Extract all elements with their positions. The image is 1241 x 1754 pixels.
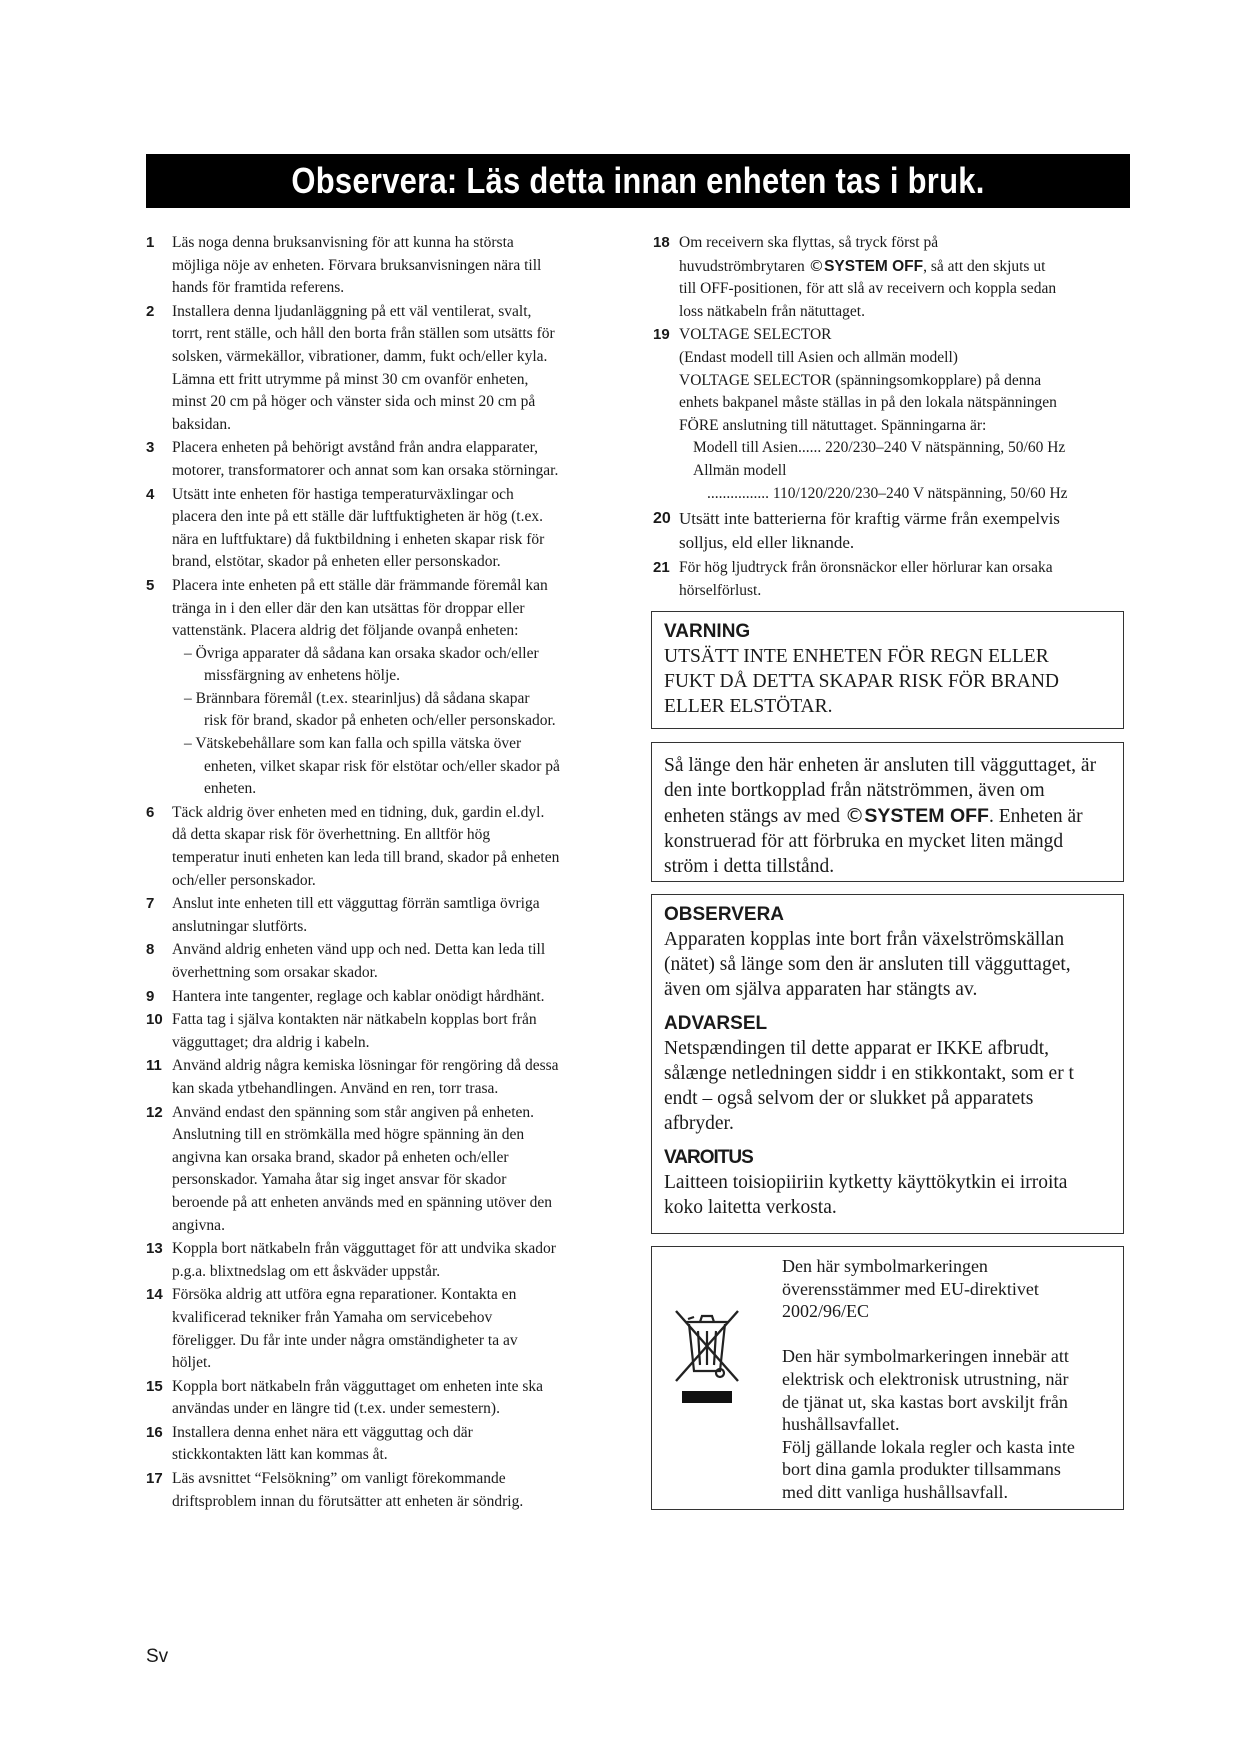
item-text-line: driftsproblem innan du förutsätter att enheten är söndrig. [172,1492,524,1510]
notice-heading: OBSERVERA [664,904,785,925]
item-text-line: nära en luftfuktare) då fuktbildning i enheten skapar risk för [172,530,545,548]
item-text-line: till OFF-positionen, för att slå av receivern och koppla sedan [679,280,1057,298]
sub-item-text-line: enheten, vilket skapar risk för elstötar och/eller skador på [204,757,560,775]
item-text-line: anslutningar slutförts. [172,917,308,935]
list-item-9 [146,986,626,1009]
item-text-line: Använd aldrig enheten vänd upp och ned. Detta kan leda till [172,941,546,959]
list-item-11 [146,1055,626,1100]
item-text-line: Lämna ett fritt utrymme på minst 30 cm ovanför enheten, [172,370,529,388]
item-text-line: placera den inte på ett ställe där luftfuktigheten är hög (t.ex. [172,508,543,526]
notice-varoitus [664,1146,1111,1220]
weee-text-line: de tjänat ut, ska kastas bort avskiljt från [782,1391,1068,1412]
item-number: 12 [146,1103,163,1121]
notice-heading: ADVARSEL [664,1013,768,1034]
item-text-line: beroende på att enheten används med en spänning utöver den [172,1193,553,1211]
system-off-label: SYSTEM OFF [824,257,924,275]
standby-text-line: Så länge den här enheten är ansluten till vägguttaget, är [664,755,1097,776]
item-text-line: enhets bakpanel måste ställas in på den lokala nätspänningen [679,394,1057,412]
list-item-12 [146,1102,626,1238]
item-text-line: Placera inte enheten på ett ställe där främmande föremål kan [172,576,548,594]
item-text-line: angivna. [172,1216,225,1234]
list-item-13 [146,1238,626,1283]
page-title: Observera: Läs detta innan enheten tas i bruk. [291,160,985,201]
item-text-line: Installera denna ljudanläggning på ett väl ventilerat, svalt, [172,302,532,320]
item-text-line: överhettning som orsakar skador. [172,964,378,981]
list-item-6 [146,802,626,892]
item-number: 7 [146,895,155,913]
list-item-4 [146,484,626,574]
item-text-line: Installera denna enhet nära ett vägguttag och där [172,1423,473,1441]
item-number: 1 [146,234,155,251]
item-text-line: loss nätkabeln från nätuttaget. [679,302,865,320]
standby-text-line: konstruerad för att förbruka en mycket liten mängd [664,831,1064,852]
warning-heading: VARNING [664,621,751,642]
weee-text-line: bort dina gamla produkter tillsammans [782,1459,1061,1480]
item-text-line: solljus, eld eller liknande. [679,533,855,553]
warning-box [651,611,1124,729]
item-text: huvudströmbrytaren [679,257,809,275]
item-text-line: (Endast modell till Asien och allmän modell) [679,348,958,366]
item-text-line: angivna kan orsaka brand, skador på enheten och/eller [172,1148,509,1166]
notice-text-line: Netspændingen til dette apparat er IKKE afbrudt, [664,1038,1050,1059]
item-number: 11 [146,1057,162,1075]
item-text-line: FÖRE anslutning till nätuttaget. Spänningarna är: [679,416,987,434]
weee-text-line: 2002/96/EC [782,1301,870,1322]
list-item-7 [146,893,626,938]
item-number: 20 [653,510,671,528]
item-text-line: då detta skapar risk för överhettning. En alltför hög [172,826,491,844]
weee-text [782,1255,1112,1504]
list-item-17 [146,1468,626,1513]
item-number: 14 [146,1286,163,1304]
notice-text-line: koko laitetta verkosta. [664,1197,837,1218]
item-number: 17 [146,1470,163,1488]
item-text-line: Använd endast den spänning som står angiven på enheten. [172,1103,535,1121]
voltage-row-general: ................ 110/120/220/230–240 V nätspänning, 50/60 Hz [707,484,1068,502]
sub-item-text-line: – Övriga apparater då sådana kan orsaka skador och/eller [184,644,539,662]
item-text-line: Läs avsnittet “Felsökning” om vanligt förekommande [172,1470,506,1488]
item-text-line: Fatta tag i själva kontakten när nätkabeln kopplas bort från [172,1011,537,1029]
item-text-line: Anslutning till en strömkälla med högre spänning än den [172,1126,525,1144]
item-text: , så att den skjuts ut [923,257,1046,275]
warning-text-line: ELLER ELSTÖTAR. [664,696,833,717]
circle-c-icon: © [844,804,865,827]
notice-text-line: afbryder. [664,1113,734,1134]
item-text-line: p.g.a. blixtnedslag om ett åskväder uppstår. [172,1262,441,1280]
circle-c-icon: © [808,256,825,275]
item-text-line: temperatur inuti enheten kan leda till brand, skador på enheten [172,849,560,867]
standby-text: . Enheten är [988,806,1083,827]
sub-item-text-line: missfärgning av enhetens hölje. [204,667,401,685]
item-text-line: Använd aldrig några kemiska lösningar för rengöring då dessa [172,1057,559,1075]
item-text-line: solsken, värmekällor, vibrationer, damm, fukt och/eller kyla. [172,347,548,365]
page-title-banner [146,154,1130,208]
item-text-line: Anslut inte enheten till ett vägguttag förrän samtliga övriga [172,895,540,913]
item-text-line: stickkontakten lätt kan kommas åt. [172,1446,388,1464]
page-language-label: Sv [146,1646,169,1667]
list-item-19 [653,324,1130,505]
item-text-line: För hög ljudtryck från öronsnäckor eller hörlurar kan orsaka [679,559,1053,577]
item-text-line: Utsätt inte enheten för hastiga temperaturväxlingar och [172,485,514,503]
notice-text-line: sålænge netledningen siddr i en stikkontakt, som er t [664,1063,1074,1084]
notice-heading: VAROITUS [664,1147,753,1168]
list-item-14 [146,1284,626,1374]
weee-text-line: Den här symbolmarkeringen [782,1256,988,1276]
item-text-line: personskador. Yamaha åtar sig inget ansvar för skador [172,1171,507,1189]
item-text-line: Utsätt inte batterierna för kraftig värme från exempelvis [679,509,1060,529]
weee-text-line: hushållsavfallet. [782,1414,900,1435]
item-number: 19 [653,326,670,344]
item-number: 13 [146,1240,163,1258]
standby-text-line: den inte bortkopplad från nätströmmen, även om [664,780,1045,801]
notice-text-line: även om själva apparaten har stängts av. [664,979,978,1000]
warning-text-line: UTSÄTT INTE ENHETEN FÖR REGN ELLER [664,646,1049,667]
item-text-line: hörselförlust. [679,581,762,599]
standby-text: enheten stängs av med [664,806,845,827]
sub-item-text-line: – Brännbara föremål (t.ex. stearinljus) då sådana skapar [184,689,530,707]
item-text-line: kvalificerad tekniker från Yamaha om servicebehov [172,1308,493,1326]
voltage-row-asia: Modell till Asien...... 220/230–240 V nätspänning, 50/60 Hz [693,439,1066,457]
item-text-line [679,255,1130,279]
voltage-row-general-label: Allmän modell [693,461,787,479]
standby-notice-box [651,742,1124,882]
weee-spacer [782,1323,1112,1346]
item-text-line: höljet. [172,1354,212,1372]
weee-text-line: Den här symbolmarkeringen innebär att [782,1346,1069,1367]
weee-text-line: med ditt vanliga hushållsavfall. [782,1481,1008,1502]
item-text-line: Koppla bort nätkabeln från vägguttaget om enheten inte ska [172,1377,544,1395]
list-item-5 [146,575,626,801]
list-item-1 [146,232,626,300]
item-text-line: VOLTAGE SELECTOR (spänningsomkopplare) på denna [679,371,1042,389]
item-text-line: Koppla bort nätkabeln från vägguttaget för att undvika skador [172,1240,556,1258]
item-text-line: Täck aldrig över enheten med en tidning, duk, gardin el.dyl. [172,803,545,821]
item-text-line: Om receivern ska flyttas, så tryck först på [679,234,939,251]
list-item-16 [146,1422,626,1467]
notice-advarsel [664,1012,1111,1136]
item-text-line: minst 20 cm på höger och vänster sida och minst 20 cm på [172,393,536,411]
item-number: 3 [146,439,155,457]
item-number: 4 [146,485,155,503]
item-number: 6 [146,803,155,821]
item-text-line: vägguttaget; dra aldrig i kabeln. [172,1033,370,1051]
item-text-line: baksidan. [172,415,231,433]
right-column [653,232,1130,603]
item-number: 16 [146,1423,163,1441]
item-text-line: kan skada ytbehandlingen. Använd en ren, torr trasa. [172,1079,499,1097]
list-item-2 [146,301,626,437]
sub-item-text-line: enheten. [204,780,257,798]
sub-item-text-line: risk för brand, skador på enheten och/eller personskador. [204,712,556,730]
notice-text-line: Laitteen toisiopiiriin kytketty käyttökytkin ei irroita [664,1172,1068,1193]
item-text-line: torrt, rent ställe, och håll den borta från ställen som utsätts för [172,325,555,343]
list-item-20 [653,507,1130,555]
item-text-line: Läs noga denna bruksanvisning för att kunna ha största [172,234,514,251]
list-item-18 [653,232,1130,323]
item-number: 5 [146,576,155,594]
item-text-line: Placera enheten på behörigt avstånd från andra elapparater, [172,439,539,457]
list-item-21 [653,557,1130,602]
warning-text-line: FUKT DÅ DETTA SKAPAR RISK FÖR BRAND [664,671,1060,692]
item-text-line: tränga in i den eller där den kan utsättas för droppar eller [172,599,525,617]
item-number: 8 [146,941,155,959]
list-item-3 [146,437,626,482]
notice-text-line: (nätet) så länge som den är ansluten till vägguttaget, [664,954,1071,975]
weee-text-line: elektrisk och elektronisk utrustning, när [782,1368,1069,1389]
standby-text-line: ström i detta tillstånd. [664,856,835,877]
item-number: 15 [146,1377,163,1395]
item-text-line: motorer, transformatorer och annat som kan orsaka störningar. [172,461,559,479]
list-item-8 [146,939,626,984]
left-column [146,232,626,1514]
multilingual-notice-box [651,894,1124,1234]
notice-text-line: Apparaten kopplas inte bort från växelströmskällan [664,929,1065,950]
item-number: 10 [146,1011,163,1029]
weee-text-line: Följ gällande lokala regler och kasta inte [782,1436,1075,1457]
standby-text-line [664,803,1111,829]
system-off-label: SYSTEM OFF [864,805,989,827]
item-text-line: användas under en längre tid (t.ex. under semestern). [172,1400,500,1418]
item-text-line: Hantera inte tangenter, reglage och kablar onödigt hårdhänt. [172,987,545,1005]
weee-text-line: överensstämmer med EU-direktivet [782,1278,1039,1299]
item-text-line: möjliga nöje av enheten. Förvara bruksanvisningen nära till [172,256,542,274]
item-text-line: vattenstänk. Placera aldrig det följande ovanpå enheten: [172,622,519,640]
list-item-10 [146,1009,626,1054]
item-text-line: VOLTAGE SELECTOR [679,326,832,344]
item-number: 9 [146,987,155,1005]
item-text-line: brand, elstötar, skador på enheten eller personskador. [172,553,501,571]
notice-text-line: endt – også selvom der or slukket på apparatets [664,1088,1034,1109]
notice-observera [664,903,1111,1002]
item-text-line: Försöka aldrig att utföra egna reparationer. Kontakta en [172,1286,517,1304]
item-number: 2 [146,302,155,320]
crossed-out-wheelie-bin-icon [674,1305,740,1407]
item-text-line: föreligger. Du får inte under några omständigheter ta av [172,1331,518,1349]
weee-box [651,1246,1124,1510]
item-text-line: och/eller personskador. [172,871,316,889]
item-number: 18 [653,234,670,251]
item-number: 21 [653,559,670,577]
list-item-15 [146,1376,626,1421]
item-text-line: hands för framtida referens. [172,279,345,297]
sub-item-text-line: – Vätskebehållare som kan falla och spilla vätska över [184,735,522,753]
